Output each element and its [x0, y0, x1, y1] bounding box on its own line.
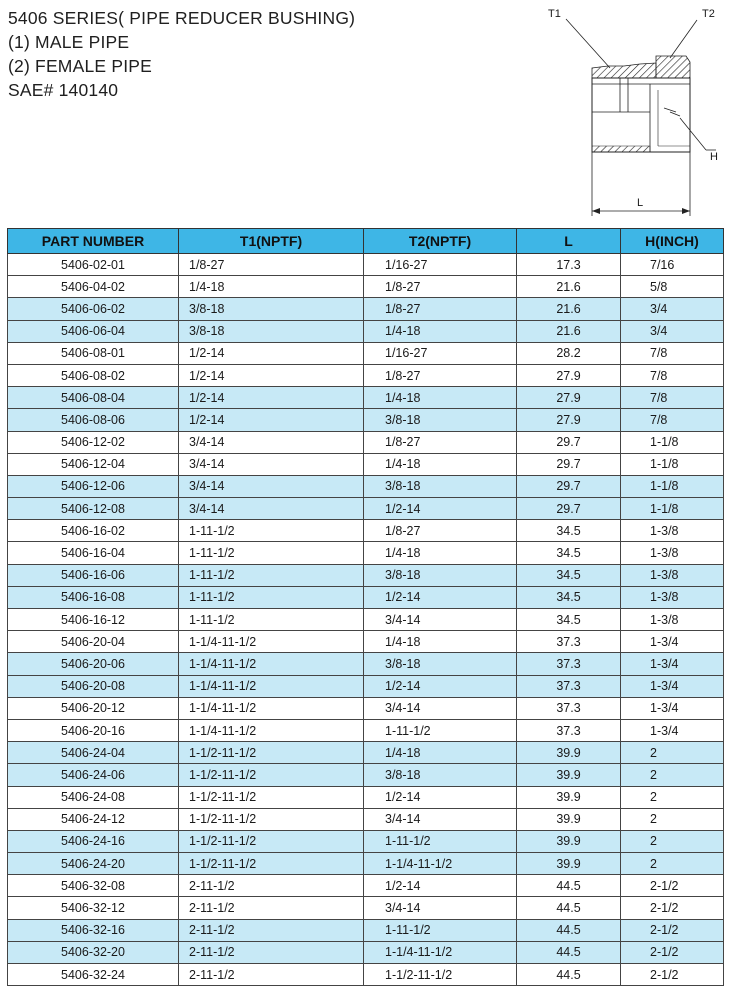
t1-cell: 1/4-18 — [179, 276, 364, 298]
l-cell: 34.5 — [517, 520, 621, 542]
t1-cell: 1-1/2-11-1/2 — [179, 808, 364, 830]
part-number-cell: 5406-08-06 — [8, 409, 179, 431]
part-number-cell: 5406-24-06 — [8, 764, 179, 786]
part-number-cell: 5406-32-16 — [8, 919, 179, 941]
t2-cell: 3/8-18 — [364, 475, 517, 497]
table-row — [8, 298, 724, 320]
table-row — [8, 897, 724, 919]
l-cell: 29.7 — [517, 453, 621, 475]
h-cell: 1-3/8 — [621, 542, 724, 564]
part-number-cell: 5406-32-20 — [8, 941, 179, 963]
h-cell: 2 — [621, 808, 724, 830]
part-number-cell: 5406-16-04 — [8, 542, 179, 564]
part-number-cell: 5406-32-12 — [8, 897, 179, 919]
part-number-cell: 5406-24-08 — [8, 786, 179, 808]
t1-cell: 1-11-1/2 — [179, 520, 364, 542]
table-row — [8, 520, 724, 542]
l-cell: 44.5 — [517, 919, 621, 941]
h-label: H — [710, 151, 718, 163]
header-line-female-pipe: (2) FEMALE PIPE — [8, 56, 153, 76]
bushing-diagram — [540, 0, 730, 222]
h-cell: 1-3/4 — [621, 675, 724, 697]
t2-cell: 1-11-1/2 — [364, 719, 517, 741]
h-cell: 7/8 — [621, 387, 724, 409]
t2-cell: 1/2-14 — [364, 586, 517, 608]
specification-table — [7, 228, 724, 986]
t2-cell: 1/4-18 — [364, 453, 517, 475]
l-cell: 44.5 — [517, 875, 621, 897]
table-row — [8, 387, 724, 409]
h-cell: 2-1/2 — [621, 964, 724, 986]
table-row — [8, 631, 724, 653]
t1-cell: 3/4-14 — [179, 431, 364, 453]
t1-cell: 1-1/4-11-1/2 — [179, 675, 364, 697]
t1-cell: 2-11-1/2 — [179, 897, 364, 919]
part-number-cell: 5406-08-04 — [8, 387, 179, 409]
table-row — [8, 653, 724, 675]
table-row — [8, 742, 724, 764]
t1-cell: 1-11-1/2 — [179, 586, 364, 608]
table-row — [8, 453, 724, 475]
table-row — [8, 364, 724, 386]
l-cell: 39.9 — [517, 808, 621, 830]
t1-cell: 1/2-14 — [179, 387, 364, 409]
table-row — [8, 764, 724, 786]
t1-cell: 1-11-1/2 — [179, 542, 364, 564]
table-row — [8, 431, 724, 453]
h-cell: 2-1/2 — [621, 941, 724, 963]
t2-cell: 1/16-27 — [364, 254, 517, 276]
t2-cell: 1-11-1/2 — [364, 919, 517, 941]
t1-cell: 3/8-18 — [179, 298, 364, 320]
t2-cell: 3/4-14 — [364, 808, 517, 830]
t1-cell: 2-11-1/2 — [179, 941, 364, 963]
h-cell: 1-1/8 — [621, 431, 724, 453]
h-cell: 2 — [621, 742, 724, 764]
t2-cell: 1-1/4-11-1/2 — [364, 941, 517, 963]
l-cell: 29.7 — [517, 498, 621, 520]
part-number-cell: 5406-02-01 — [8, 254, 179, 276]
t2-cell: 3/4-14 — [364, 897, 517, 919]
table-row — [8, 719, 724, 741]
t2-cell: 1/16-27 — [364, 342, 517, 364]
header-block — [8, 6, 355, 102]
l-cell: 28.2 — [517, 342, 621, 364]
h-cell: 2 — [621, 786, 724, 808]
column-header-t2: T2(NPTF) — [364, 229, 517, 254]
table-row — [8, 276, 724, 298]
h-cell: 1-3/4 — [621, 631, 724, 653]
t1-cell: 1-1/4-11-1/2 — [179, 697, 364, 719]
part-number-cell: 5406-20-12 — [8, 697, 179, 719]
table-row — [8, 853, 724, 875]
h-cell: 7/8 — [621, 409, 724, 431]
l-cell: 39.9 — [517, 830, 621, 852]
table-row — [8, 675, 724, 697]
l-cell: 34.5 — [517, 609, 621, 631]
h-cell: 7/8 — [621, 364, 724, 386]
part-number-cell: 5406-16-12 — [8, 609, 179, 631]
t1-cell: 1-1/2-11-1/2 — [179, 830, 364, 852]
t2-cell: 1/8-27 — [364, 276, 517, 298]
t1-cell: 1-1/4-11-1/2 — [179, 631, 364, 653]
part-number-cell: 5406-24-12 — [8, 808, 179, 830]
table-row — [8, 342, 724, 364]
l-cell: 21.6 — [517, 320, 621, 342]
t2-cell: 1-11-1/2 — [364, 830, 517, 852]
part-number-cell: 5406-06-04 — [8, 320, 179, 342]
h-cell: 3/4 — [621, 298, 724, 320]
header-line-sae: SAE# 140140 — [8, 80, 119, 100]
l-cell: 21.6 — [517, 298, 621, 320]
part-number-cell: 5406-20-06 — [8, 653, 179, 675]
part-number-cell: 5406-12-08 — [8, 498, 179, 520]
t2-cell: 3/8-18 — [364, 409, 517, 431]
l-cell: 44.5 — [517, 964, 621, 986]
part-number-cell: 5406-16-02 — [8, 520, 179, 542]
l-cell: 44.5 — [517, 897, 621, 919]
t2-cell: 3/4-14 — [364, 609, 517, 631]
t1-cell: 1-11-1/2 — [179, 609, 364, 631]
table-row — [8, 964, 724, 986]
h-cell: 1-1/8 — [621, 498, 724, 520]
part-number-cell: 5406-06-02 — [8, 298, 179, 320]
table-row — [8, 475, 724, 497]
table-row — [8, 609, 724, 631]
h-cell: 1-3/4 — [621, 653, 724, 675]
part-number-cell: 5406-24-04 — [8, 742, 179, 764]
t2-cell: 1/8-27 — [364, 520, 517, 542]
table-row — [8, 498, 724, 520]
t2-cell: 1/4-18 — [364, 320, 517, 342]
part-number-cell: 5406-08-01 — [8, 342, 179, 364]
table-row — [8, 542, 724, 564]
column-header-t1: T1(NPTF) — [179, 229, 364, 254]
l-cell: 44.5 — [517, 941, 621, 963]
h-cell: 1-1/8 — [621, 475, 724, 497]
t2-cell: 3/4-14 — [364, 697, 517, 719]
l-cell: 37.3 — [517, 653, 621, 675]
t1-leader-line — [566, 19, 610, 68]
table-row — [8, 254, 724, 276]
table-row — [8, 941, 724, 963]
h-cell: 2 — [621, 830, 724, 852]
t2-cell: 1/4-18 — [364, 387, 517, 409]
page-title: 5406 SERIES( PIPE REDUCER BUSHING) — [8, 8, 356, 28]
h-cell: 5/8 — [621, 276, 724, 298]
t2-leader-line — [670, 20, 697, 58]
table-row — [8, 697, 724, 719]
t1-cell: 3/4-14 — [179, 453, 364, 475]
t1-cell: 1/2-14 — [179, 364, 364, 386]
column-header-h: H(INCH) — [621, 229, 724, 254]
table-body — [8, 254, 724, 986]
part-number-cell: 5406-12-04 — [8, 453, 179, 475]
t1-cell: 1-11-1/2 — [179, 564, 364, 586]
h-cell: 2 — [621, 853, 724, 875]
l-cell: 27.9 — [517, 409, 621, 431]
h-cell: 1-3/4 — [621, 719, 724, 741]
t1-cell: 3/4-14 — [179, 498, 364, 520]
h-cell: 7/8 — [621, 342, 724, 364]
t1-cell: 2-11-1/2 — [179, 919, 364, 941]
h-cell: 1-3/8 — [621, 564, 724, 586]
part-number-cell: 5406-08-02 — [8, 364, 179, 386]
part-number-cell: 5406-32-24 — [8, 964, 179, 986]
h-cell: 2-1/2 — [621, 875, 724, 897]
h-cell: 1-3/8 — [621, 520, 724, 542]
t1-label: T1 — [548, 8, 561, 20]
l-cell: 29.7 — [517, 431, 621, 453]
l-cell: 39.9 — [517, 742, 621, 764]
t2-cell: 1/2-14 — [364, 786, 517, 808]
l-cell: 17.3 — [517, 254, 621, 276]
l-cell: 34.5 — [517, 564, 621, 586]
h-cell: 3/4 — [621, 320, 724, 342]
t1-cell: 1-1/2-11-1/2 — [179, 853, 364, 875]
h-cell: 1-3/8 — [621, 586, 724, 608]
part-number-cell: 5406-12-06 — [8, 475, 179, 497]
t2-cell: 1/4-18 — [364, 631, 517, 653]
t1-cell: 3/8-18 — [179, 320, 364, 342]
table-row — [8, 919, 724, 941]
part-number-cell: 5406-20-16 — [8, 719, 179, 741]
t1-cell: 3/4-14 — [179, 475, 364, 497]
t2-label: T2 — [702, 8, 715, 20]
column-header-part-number: PART NUMBER — [8, 229, 179, 254]
t1-cell: 1/2-14 — [179, 409, 364, 431]
l-cell: 39.9 — [517, 764, 621, 786]
l-cell: 27.9 — [517, 364, 621, 386]
t1-cell: 1-1/2-11-1/2 — [179, 742, 364, 764]
t2-cell: 1-1/2-11-1/2 — [364, 964, 517, 986]
part-number-cell: 5406-20-08 — [8, 675, 179, 697]
t1-cell: 1-1/2-11-1/2 — [179, 786, 364, 808]
l-cell: 37.3 — [517, 697, 621, 719]
l-cell: 37.3 — [517, 719, 621, 741]
t1-cell: 1/8-27 — [179, 254, 364, 276]
h-cell: 2-1/2 — [621, 897, 724, 919]
part-number-cell: 5406-20-04 — [8, 631, 179, 653]
t2-cell: 3/8-18 — [364, 653, 517, 675]
part-number-cell: 5406-12-02 — [8, 431, 179, 453]
part-number-cell: 5406-04-02 — [8, 276, 179, 298]
t2-cell: 3/8-18 — [364, 764, 517, 786]
header-line-male-pipe: (1) MALE PIPE — [8, 32, 130, 52]
t2-cell: 1/2-14 — [364, 675, 517, 697]
table-row — [8, 786, 724, 808]
l-cell: 39.9 — [517, 786, 621, 808]
table-row — [8, 808, 724, 830]
part-number-cell: 5406-16-06 — [8, 564, 179, 586]
h-cell: 2-1/2 — [621, 919, 724, 941]
l-cell: 21.6 — [517, 276, 621, 298]
t2-cell: 3/8-18 — [364, 564, 517, 586]
column-header-l: L — [517, 229, 621, 254]
l-cell: 27.9 — [517, 387, 621, 409]
table-header-row — [8, 229, 724, 254]
h-cell: 1-3/4 — [621, 697, 724, 719]
t1-cell: 1/2-14 — [179, 342, 364, 364]
l-cell: 34.5 — [517, 542, 621, 564]
l-cell: 37.3 — [517, 631, 621, 653]
part-number-cell: 5406-16-08 — [8, 586, 179, 608]
table-row — [8, 875, 724, 897]
part-number-cell: 5406-24-16 — [8, 830, 179, 852]
h-cell: 2 — [621, 764, 724, 786]
h-cell: 1-1/8 — [621, 453, 724, 475]
t1-cell: 1-1/4-11-1/2 — [179, 653, 364, 675]
part-number-cell: 5406-24-20 — [8, 853, 179, 875]
part-number-cell: 5406-32-08 — [8, 875, 179, 897]
h-cell: 7/16 — [621, 254, 724, 276]
t2-cell: 1-1/4-11-1/2 — [364, 853, 517, 875]
t2-cell: 1/4-18 — [364, 742, 517, 764]
t1-cell: 1-1/4-11-1/2 — [179, 719, 364, 741]
t2-cell: 1/8-27 — [364, 298, 517, 320]
l-label: L — [637, 197, 644, 209]
t2-cell: 1/8-27 — [364, 364, 517, 386]
t1-cell: 1-1/2-11-1/2 — [179, 764, 364, 786]
bushing-section-view — [592, 56, 690, 152]
t2-cell: 1/2-14 — [364, 875, 517, 897]
t2-cell: 1/2-14 — [364, 498, 517, 520]
table-row — [8, 830, 724, 852]
l-cell: 34.5 — [517, 586, 621, 608]
t2-cell: 1/8-27 — [364, 431, 517, 453]
t1-cell: 2-11-1/2 — [179, 964, 364, 986]
table-row — [8, 320, 724, 342]
t1-cell: 2-11-1/2 — [179, 875, 364, 897]
l-cell: 39.9 — [517, 853, 621, 875]
h-cell: 1-3/8 — [621, 609, 724, 631]
table-row — [8, 564, 724, 586]
l-cell: 29.7 — [517, 475, 621, 497]
l-cell: 37.3 — [517, 675, 621, 697]
table-row — [8, 586, 724, 608]
table-row — [8, 409, 724, 431]
t2-cell: 1/4-18 — [364, 542, 517, 564]
